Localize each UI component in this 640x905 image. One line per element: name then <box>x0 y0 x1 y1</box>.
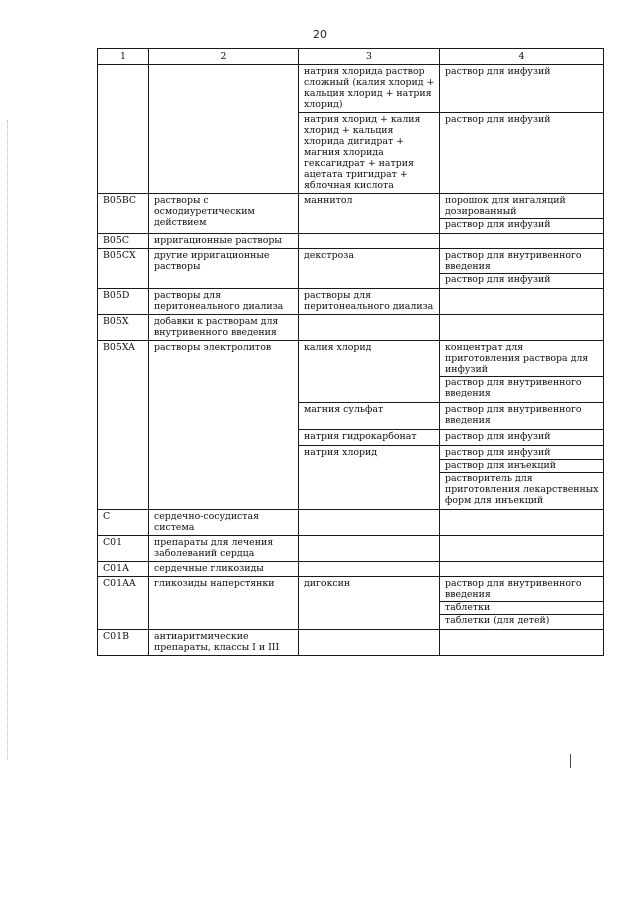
table-row <box>98 536 604 562</box>
header-col-2: 2 <box>149 49 299 65</box>
dosage-form-item: раствор для внутривенного введения <box>440 578 603 602</box>
atc-code-cell: B05XA <box>98 341 149 510</box>
dosage-form-item: раствор для внутривенного введения <box>440 250 603 274</box>
scan-edge-dots <box>7 120 9 760</box>
dosage-forms-cell <box>440 65 604 113</box>
table-header-row <box>98 49 604 65</box>
dosage-form-item: таблетки <box>440 602 603 615</box>
group-name-cell: антиаритмические препараты, классы I и III <box>149 630 299 656</box>
dosage-forms-cell <box>440 562 604 577</box>
substance-cell <box>299 315 440 341</box>
atc-code-cell <box>98 65 149 194</box>
dosage-forms-cell <box>440 430 604 446</box>
margin-mark <box>570 754 571 768</box>
substance-cell <box>299 562 440 577</box>
table-row <box>98 341 604 403</box>
table-row <box>98 315 604 341</box>
table-row <box>98 65 604 113</box>
dosage-form-item: раствор для инфузий <box>445 114 551 125</box>
header-col-3: 3 <box>299 49 440 65</box>
dosage-form-item: таблетки (для детей) <box>445 615 550 626</box>
group-name-cell: ирригационные растворы <box>149 234 299 249</box>
dosage-forms-cell <box>440 249 604 289</box>
dosage-form-item: раствор для инфузий <box>440 447 603 460</box>
substance-cell: натрия хлорид + калия хлорид + кальция хлорида дигидрат + магния хлорида гексагидрат + натрия ацетата тригидрат + яблочная кислота <box>299 113 440 194</box>
dosage-forms-cell <box>440 315 604 341</box>
table-row <box>98 510 604 536</box>
atc-code-cell: C01A <box>98 562 149 577</box>
dosage-form-item: раствор для инъекций <box>440 460 603 473</box>
group-name-cell: гликозиды наперстянки <box>149 577 299 630</box>
header-col-4: 4 <box>440 49 604 65</box>
substance-cell: декстроза <box>299 249 440 289</box>
group-name-cell: добавки к растворам для внутривенного введения <box>149 315 299 341</box>
dosage-form-item: раствор для внутривенного введения <box>445 404 582 426</box>
group-name-cell: сердечные гликозиды <box>149 562 299 577</box>
dosage-form-item: растворитель для приготовления лекарственных форм для инъекций <box>445 473 599 506</box>
table-body <box>98 65 604 656</box>
dosage-forms-cell <box>440 630 604 656</box>
substance-cell: магния сульфат <box>299 403 440 430</box>
group-name-cell: препараты для лечения заболеваний сердца <box>149 536 299 562</box>
group-name-cell: растворы для перитонеального диализа <box>149 289 299 315</box>
substance-cell: калия хлорид <box>299 341 440 403</box>
substance-cell <box>299 536 440 562</box>
group-name-cell: растворы с осмодиуретическим действием <box>149 194 299 234</box>
substance-cell: дигоксин <box>299 577 440 630</box>
header-col-1: 1 <box>98 49 149 65</box>
table-row <box>98 562 604 577</box>
dosage-forms-cell <box>440 234 604 249</box>
table-row <box>98 234 604 249</box>
dosage-form-item: раствор для инфузий <box>445 274 551 285</box>
substance-cell <box>299 510 440 536</box>
table-row <box>98 289 604 315</box>
page-number: 20 <box>313 28 327 41</box>
atc-code-cell: C <box>98 510 149 536</box>
dosage-forms-cell <box>440 536 604 562</box>
dosage-forms-cell <box>440 289 604 315</box>
substance-cell <box>299 630 440 656</box>
dosage-forms-cell <box>440 113 604 194</box>
table-row <box>98 630 604 656</box>
atc-code-cell: B05X <box>98 315 149 341</box>
atc-code-cell: C01 <box>98 536 149 562</box>
dosage-forms-cell <box>440 194 604 234</box>
table-row <box>98 249 604 289</box>
substance-cell: натрия хлорида раствор сложный (калия хлорид + кальция хлорид + натрия хлорид) <box>299 65 440 113</box>
dosage-form-item: порошок для ингаляций дозированный <box>440 195 603 219</box>
group-name-cell: другие ирригационные растворы <box>149 249 299 289</box>
dosage-forms-cell <box>440 577 604 630</box>
group-name-cell: сердечно-сосудистая система <box>149 510 299 536</box>
dosage-forms-cell <box>440 341 604 403</box>
dosage-form-item: раствор для инфузий <box>445 66 551 77</box>
drug-table <box>97 48 604 656</box>
group-name-cell: растворы электролитов <box>149 341 299 510</box>
substance-cell <box>299 234 440 249</box>
dosage-forms-cell <box>440 403 604 430</box>
substance-cell: маннитол <box>299 194 440 234</box>
dosage-form-item: раствор для внутривенного введения <box>445 377 582 399</box>
substance-cell: растворы для перитонеального диализа <box>299 289 440 315</box>
substance-cell: натрия гидрокарбонат <box>299 430 440 446</box>
dosage-form-item: раствор для инфузий <box>445 219 551 230</box>
atc-code-cell: B05C <box>98 234 149 249</box>
atc-code-cell: B05CX <box>98 249 149 289</box>
atc-code-cell: C01AA <box>98 577 149 630</box>
dosage-form-item: концентрат для приготовления раствора для инфузий <box>440 342 603 377</box>
dosage-forms-cell <box>440 446 604 510</box>
substance-cell: натрия хлорид <box>299 446 440 510</box>
table-row <box>98 577 604 630</box>
atc-code-cell: B05D <box>98 289 149 315</box>
atc-code-cell: B05BC <box>98 194 149 234</box>
atc-code-cell: C01B <box>98 630 149 656</box>
table-row <box>98 194 604 234</box>
group-name-cell <box>149 65 299 194</box>
dosage-forms-cell <box>440 510 604 536</box>
dosage-form-item: раствор для инфузий <box>445 431 551 442</box>
